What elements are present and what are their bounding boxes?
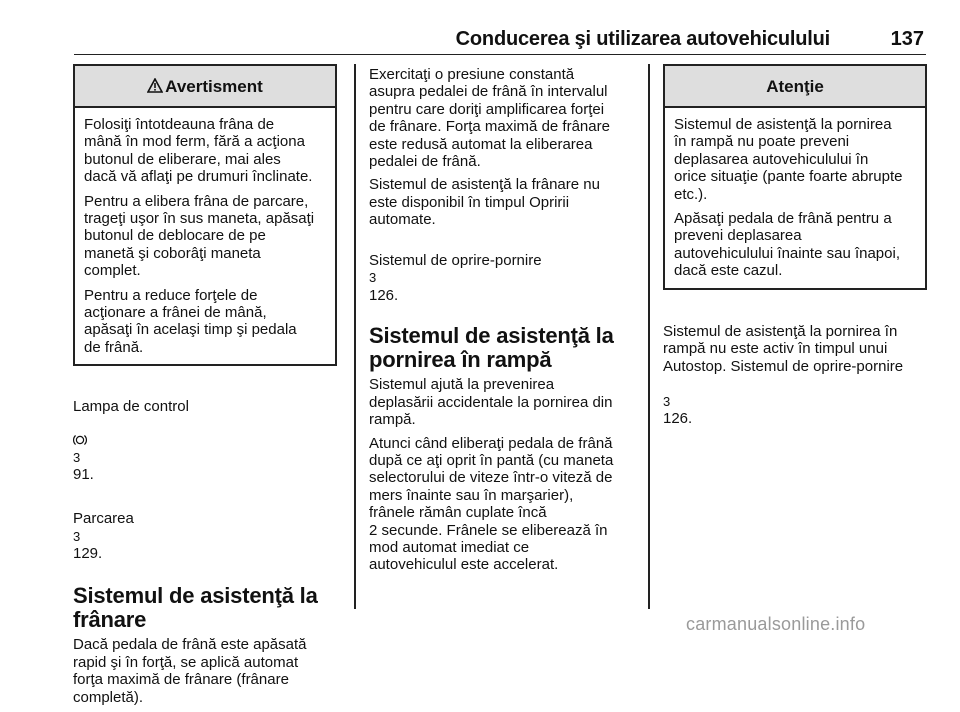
page-number: 137 [890,28,924,50]
section-heading-brake-assist: Sistemul de asistenţă la frânare [73,583,318,633]
body-paragraph: Dacă pedala de frână este apăsată rapid şi în forţă, se aplică automat forţa maximă de frânare (frânare completă). [73,636,307,706]
body-paragraph: Exercitaţi o presiune constantă asupra pedalei de frână în intervalul pentru care doriţi amplificarea forţei de frânare. Forţa maximă de frânare este redusă automat la eliberarea pedalei de frână. [369,66,610,171]
page-reference-link[interactable]: 126. [369,286,399,304]
caution-paragraph: Apăsaţi pedala de frână pentru a preveni deplasarea autovehiculului înainte sau înapoi, dacă este cazul. [674,210,900,280]
page-header [74,14,926,55]
column-divider [648,64,650,609]
page-ref-arrow-icon: 3 [73,449,81,465]
page-reference-link[interactable]: 129. [73,544,103,562]
warning-box-body [75,108,335,364]
warning-paragraph: Pentru a reduce forţele de acţionare a frânei de mână, apăsaţi în acelaşi timp şi pedala de frână. [84,286,297,356]
parking-reference [73,493,337,563]
brake-lamp-icon [73,415,87,427]
body-paragraph [663,306,927,428]
column-divider [354,64,356,609]
caution-box-title: Atenţie [665,66,925,108]
stop-start-reference-text: Sistemul de oprire-pornire [369,252,542,270]
body-paragraph: Atunci când eliberaţi pedala de frână după ce aţi oprit în pantă (cu maneta selectorului de viteze într-o viteză de mers înainte sau în marşarier), frânele rămân cuplate încă 2 secunde. Frânele se eliberează în mod automat imediat ce autovehiculul este accelerat. [369,434,614,574]
warning-title-text: Avertisment [165,77,263,96]
section-heading-hill-start-assist: Sistemul de asistenţă la pornirea în rampă [369,323,614,373]
body-paragraph-text: Sistemul de asistenţă la pornirea în rampă nu este activ în timpul unui Autostop. Sistemul de oprire-pornire [663,323,904,375]
page-ref-arrow-icon: 3 [369,270,377,286]
caution-paragraph: Sistemul de asistenţă la pornirea în rampă nu poate preveni deplasarea autovehiculului în orice situaţie (pante foarte abrupte etc.). [674,116,903,203]
caution-box-body [665,108,925,288]
lamp-reference [73,380,337,483]
page-reference-link[interactable]: 126. [663,410,693,428]
page-header-title: Conducerea şi utilizarea autovehiculului [455,28,830,50]
warning-box-title [75,66,335,108]
page-reference-link[interactable]: 91. [73,466,94,484]
page-ref-arrow-icon: 3 [663,393,671,409]
body-paragraph: Sistemul de asistenţă la frânare nu este disponibil în timpul Opririi automate. [369,176,600,229]
page-ref-arrow-icon: 3 [73,528,81,544]
lamp-reference-text: Lampa de control [73,397,189,415]
column-middle [369,66,633,580]
caution-box [663,64,927,290]
warning-paragraph: Pentru a elibera frâna de parcare, trageţi uşor în sus maneta, apăsaţi butonul de deblocare de pe manetă şi coborâţi maneta complet. [84,192,315,280]
warning-triangle-icon [147,78,163,93]
stop-start-reference [369,235,633,305]
warning-box [73,64,337,366]
column-right [663,64,927,434]
body-paragraph: Sistemul ajută la prevenirea deplasării accidentale la pornirea din rampă. [369,376,613,429]
column-left [73,64,337,712]
watermark-text: carmanualsonline.info [686,614,866,634]
parking-reference-text: Parcarea [73,510,134,528]
warning-paragraph: Folosiţi întotdeauna frâna de mână în mod ferm, fără a acţiona butonul de eliberare, mai ales dacă vă aflaţi pe drumuri înclinate. [84,116,313,186]
